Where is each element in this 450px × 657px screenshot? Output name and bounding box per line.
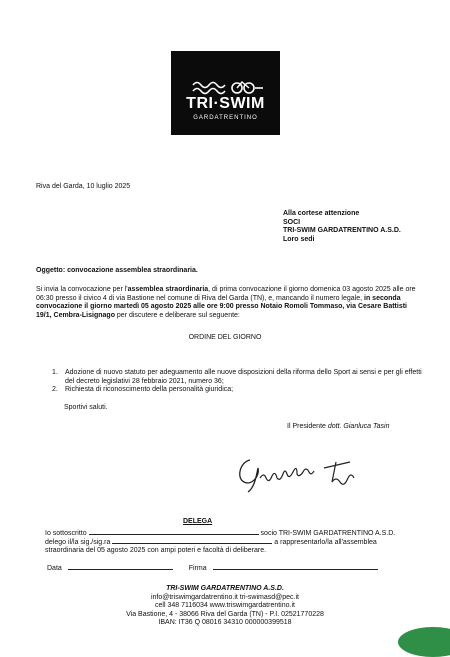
delega-text-part: socio TRI-SWIM GARDATRENTINO A.S.D. [260,530,396,537]
body-bold: in seconda convocazione il giorno martedì 05 agosto 2025 alle ore 9:00 presso Notaio Romoli Tommaso, via Cesare Battisti 19/1, Cembra-Lisignago [36,294,407,319]
recipient-line: SOCI [283,218,301,226]
footer-phone: cell 348 7116034 www.triswimgardatrentino.it [155,602,295,609]
recipient-block [283,210,401,244]
signature-name: dott. Gianluca Tasin [327,423,390,430]
footer-iban: IBAN: IT36 Q 08016 34310 000000399518 [158,619,292,626]
recipient-line: Loro sedi [283,235,315,243]
delega-text-part: delego il/la sig./sig.ra [45,538,111,546]
body-text: , di prima convocazione il giorno domenica 03 agosto 2025 alle ore 06:30 presso il civico 4 di via Bastione nel comune di Riva del Garda (TN), e, mancando il numero legale, [36,286,416,302]
greeting: Sportivi saluti. [64,404,108,411]
body-bold: assemblea straordinaria [127,286,209,293]
delega-title: DELEGA [183,518,213,525]
agenda-item [52,386,427,395]
delega-text-part: Io sottoscritto [45,530,87,537]
recipient-line: Alla cortese attenzione [283,210,360,217]
handwritten-signature [232,448,372,493]
date-line: Riva del Garda, 10 luglio 2025 [36,183,131,190]
recipient-line: TRI-SWIM GARDATRENTINO A.S.D. [283,227,401,234]
body-text: Si invia la convocazione per l' [36,286,128,293]
corner-badge [398,627,450,657]
data-input-line[interactable] [68,569,173,570]
subject: Oggetto: convocazione assemblea straordinaria. [36,267,198,274]
agenda-number: 1. [52,369,58,376]
agenda-text: Adozione di nuovo statuto per adeguamento alle nuove disposizioni della riforma dello Sport ai sensi e per gli effetti del decreto legislativi 28 febbraio 2021, numero 36; [65,369,422,385]
footer-name: TRI-SWIM GARDATRENTINO A.S.D. [166,585,284,592]
logo [171,51,280,135]
firma-label: Firma [188,565,207,572]
signature-role: Il Presidente [287,423,328,430]
body-text: per discutere e deliberare sul seguente: [114,311,240,319]
delegate-input-line[interactable] [112,543,272,544]
footer [0,585,450,628]
delega-text-part: a rappresentarlo/la all'assemblea [274,538,377,546]
name-input-line[interactable] [89,534,259,535]
logo-title: TRI·SWIM [186,95,265,112]
agenda-item [52,369,427,386]
body-paragraph [36,286,424,320]
agenda-list [52,369,427,395]
footer-address: Via Bastione, 4 - 38066 Riva del Garda (TN) - P.I. 02521770228 [126,610,324,618]
firma-input-line[interactable] [213,569,378,570]
agenda-title: ORDINE DEL GIORNO [188,334,262,341]
delega-text [45,530,435,556]
signature-line [287,423,389,432]
footer-email: info@triswimgardatrentino.it tri-swimasd@pec.it [150,593,300,601]
data-label: Data [47,565,62,572]
delega-fields [47,565,407,574]
logo-subtitle: GARDATRENTINO [193,115,258,121]
delega-text-part: straordinaria del 05 agosto 2025 con ampi poteri e facoltà di deliberare. [45,547,267,554]
agenda-number: 2. [52,386,58,393]
agenda-text: Richiesta di riconoscimento della personalità giuridica; [65,386,234,393]
